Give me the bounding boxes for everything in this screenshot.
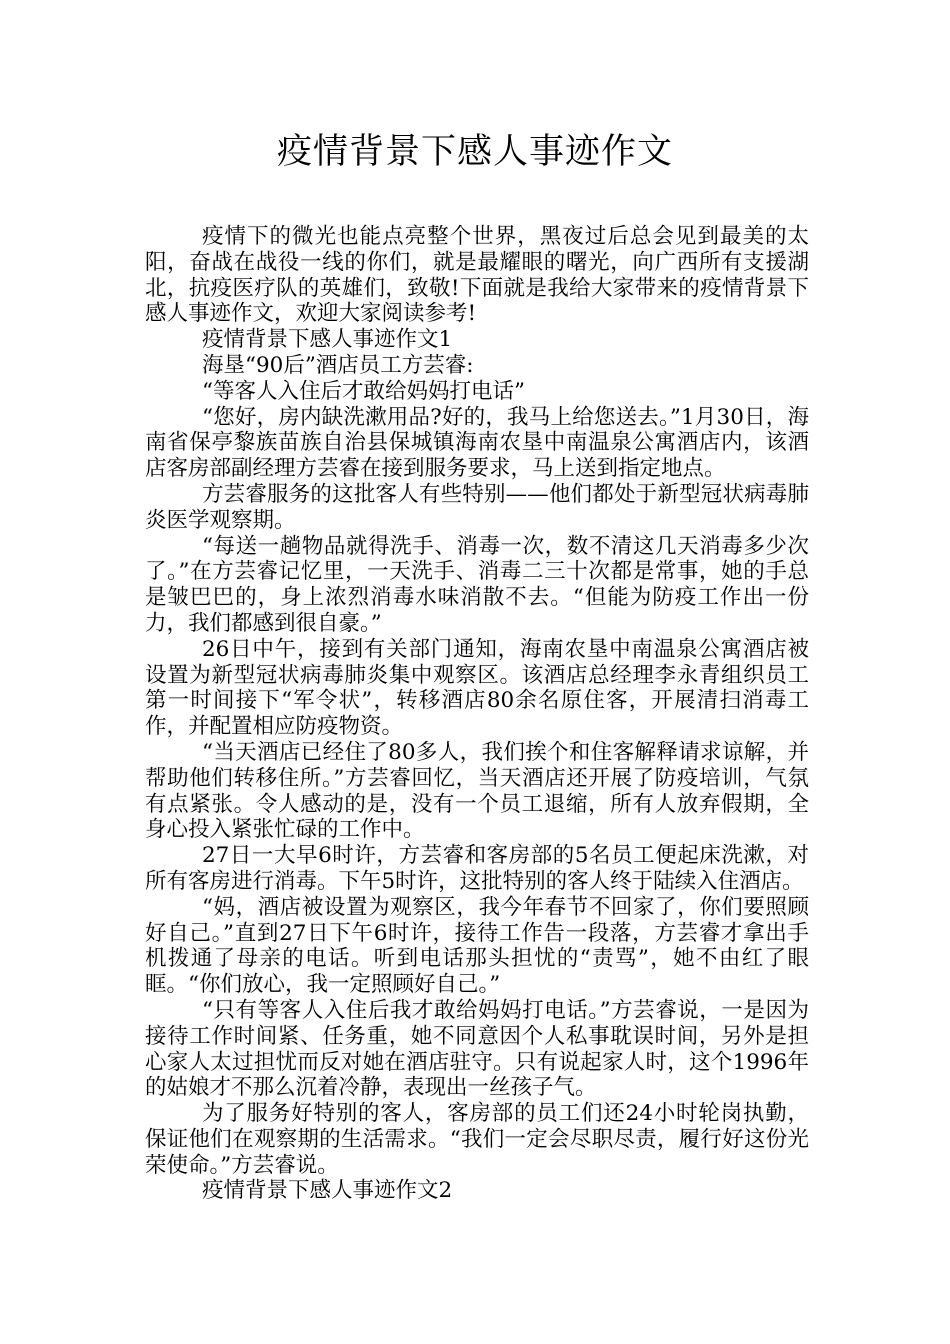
body-paragraph: 为了服务好特别的客人，客房部的员工们还24小时轮岗执勤，保证他们在观察期的生活需求。“我们一定会尽职尽责，履行好这份光荣使命。”方芸睿说。 xyxy=(145,1101,809,1178)
document-body xyxy=(145,224,809,1204)
body-paragraph: 方芸睿服务的这批客人有些特别——他们都处于新型冠状病毒肺炎医学观察期。 xyxy=(145,481,809,533)
intro-paragraph: 疫情下的微光也能点亮整个世界，黑夜过后总会见到最美的太阳，奋战在战役一线的你们，就是最耀眼的曙光，向广西所有支援湖北，抗疫医疗队的英雄们，致敬!下面就是我给大家带来的疫情背景下感人事迹作文，欢迎大家阅读参考! xyxy=(145,224,809,327)
body-paragraph: “妈，酒店被设置为观察区，我今年春节不回家了，你们要照顾好自己。”直到27日下午6时许，接待工作告一段落，方芸睿才拿出手机拨通了母亲的电话。听到电话那头担忧的“责骂”，她不由红了眼眶。“你们放心，我一定照顾好自己。” xyxy=(145,894,809,998)
document-title: 疫情背景下感人事迹作文 xyxy=(276,132,673,172)
section-heading-2: 疫情背景下感人事迹作文2 xyxy=(201,1178,453,1204)
body-paragraph: 27日一大早6时许，方芸睿和客房部的5名员工便起床洗漱，对所有客房进行消毒。下午5时许，这批特别的客人终于陆续入住酒店。 xyxy=(145,843,809,894)
section-heading-1: 疫情背景下感人事迹作文1 xyxy=(201,327,453,353)
body-paragraph: 26日中午，接到有关部门通知，海南农垦中南温泉公寓酒店被设置为新型冠状病毒肺炎集中观察区。该酒店总经理李永青组织员工第一时间接下“军令状”，转移酒店80余名原住客，开展清扫消毒工作，并配置相应防疫物资。 xyxy=(145,636,809,740)
article-subheading: 海垦“90后”酒店员工方芸睿: xyxy=(201,352,474,378)
body-paragraph: “只有等客人入住后我才敢给妈妈打电话。”方芸睿说，一是因为接待工作时间紧、任务重，她不同意因个人私事耽误时间，另外是担心家人太过担忧而反对她在酒店驻守。只有说起家人时，这个1996年的姑娘才不那么沉着冷静，表现出一丝孩子气。 xyxy=(145,997,809,1101)
article-headline: “等客人入住后才敢给妈妈打电话” xyxy=(201,378,525,404)
body-paragraph: “您好，房内缺洗漱用品?好的，我马上给您送去。”1月30日，海南省保亭黎族苗族自治县保城镇海南农垦中南温泉公寓酒店内，该酒店客房部副经理方芸睿在接到服务要求，马上送到指定地点。 xyxy=(145,404,809,482)
body-paragraph: “每送一趟物品就得洗手、消毒一次，数不清这几天消毒多少次了。”在方芸睿记忆里，一天洗手、消毒二三十次都是常事，她的手总是皱巴巴的，身上浓烈消毒水味消散不去。“但能为防疫工作出一份力，我们都感到很自豪。” xyxy=(145,533,809,636)
body-paragraph: “当天酒店已经住了80多人，我们挨个和住客解释请求谅解，并帮助他们转移住所。”方芸睿回忆，当天酒店还开展了防疫培训，气氛有点紧张。令人感动的是，没有一个员工退缩，所有人放弃假期，全身心投入紧张忙碌的工作中。 xyxy=(145,739,809,843)
